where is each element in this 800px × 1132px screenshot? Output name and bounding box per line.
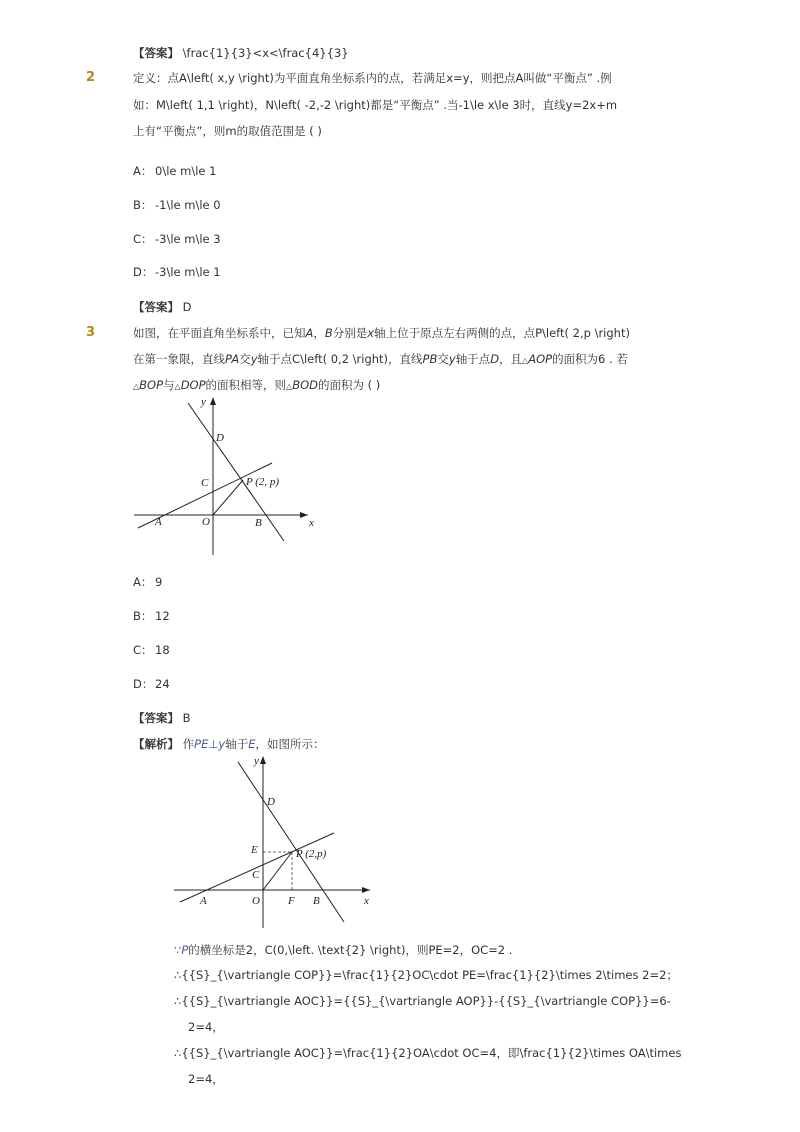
- text: P: [181, 943, 189, 957]
- label-d: D: [216, 432, 224, 444]
- text: 分别是: [332, 326, 368, 340]
- q2-option-b[interactable]: [133, 197, 221, 213]
- solution-line-1: [174, 942, 512, 958]
- text: PB: [422, 352, 438, 366]
- label-a: A: [155, 516, 162, 528]
- segment-op: [213, 480, 243, 515]
- label-y: y: [254, 755, 259, 767]
- x-arrow-icon: [362, 887, 370, 893]
- text: y: [448, 352, 456, 366]
- text: 的横坐标是2，C(0,\left. \text{2} \right)，则PE=2，OC=2 .: [188, 943, 513, 957]
- text: 与: [163, 378, 175, 392]
- text: 的面积为 ( ): [318, 378, 381, 392]
- text: ，: [313, 326, 325, 340]
- option-key: B：: [133, 609, 153, 623]
- option-text: -1\le m\le 0: [155, 198, 221, 212]
- question-number: 2: [86, 70, 96, 85]
- q2-answer: [133, 299, 192, 315]
- answer-tag: 【答案】: [133, 300, 179, 314]
- answer-tag: 【答案】: [133, 46, 179, 60]
- option-key: D：: [133, 677, 154, 691]
- solution-line-4b: 2=4，: [188, 1072, 224, 1086]
- solution-line-4a: ∴{{S}_{\vartriangle AOC}}=\frac{1}{2}OA\cdot OC=4，即\frac{1}{2}\times OA\times: [174, 1046, 682, 1060]
- label-c: C: [201, 477, 209, 489]
- q2-option-a[interactable]: [133, 163, 216, 179]
- answer-tag: 【答案】: [133, 711, 179, 725]
- option-text: -3\le m\le 3: [155, 232, 221, 246]
- option-key: A：: [133, 164, 153, 178]
- solution-line-3b: 2=4，: [188, 1020, 224, 1034]
- option-text: -3\le m\le 1: [155, 265, 221, 279]
- q3-option-a[interactable]: [133, 574, 162, 590]
- text: BOP: [139, 378, 164, 392]
- because-symbol: ∵: [174, 943, 182, 957]
- text: y: [218, 737, 226, 751]
- answer-text: B: [182, 711, 191, 725]
- text: 轴于点C\left( 0,2 \right)，直线: [257, 352, 423, 366]
- q3-option-b[interactable]: [133, 608, 170, 624]
- text: 的面积为6 . 若: [552, 352, 628, 366]
- label-o: O: [252, 895, 260, 907]
- text: 轴于: [225, 737, 249, 751]
- text: AOP: [528, 352, 553, 366]
- label-x: x: [309, 517, 314, 529]
- q3-analysis: [133, 736, 324, 752]
- text: 作: [182, 737, 195, 751]
- q1-answer: [133, 45, 349, 61]
- y-arrow-icon: [260, 756, 266, 764]
- text: 的面积相等，则: [205, 378, 287, 392]
- option-text: 9: [155, 575, 163, 589]
- q3-option-c[interactable]: [133, 642, 170, 658]
- text: DOP: [180, 378, 206, 392]
- analysis-tag: 【解析】: [133, 737, 179, 751]
- label-y: y: [201, 396, 206, 408]
- q3-answer: [133, 710, 191, 726]
- text: BOD: [292, 378, 318, 392]
- y-arrow-icon: [210, 397, 216, 405]
- label-e: E: [251, 844, 258, 856]
- option-text: 24: [155, 677, 170, 691]
- q2-stem-line3: 上有“平衡点”，则m的取值范围是 ( ): [133, 124, 322, 138]
- text: E: [248, 737, 256, 751]
- label-b: B: [255, 517, 262, 529]
- option-key: A：: [133, 575, 153, 589]
- text: 如图，在平面直角坐标系中，已知: [133, 326, 306, 340]
- triangle-symbol: △: [174, 382, 181, 391]
- option-key: D：: [133, 265, 154, 279]
- option-text: 18: [155, 643, 170, 657]
- label-d: D: [267, 796, 275, 808]
- segment-op: [263, 852, 292, 890]
- text: PE: [194, 737, 209, 751]
- geometry-figure-2: [170, 752, 380, 932]
- text: ⊥: [208, 737, 219, 751]
- q2-stem-line2: 如：M\left( 1,1 \right)，N\left( -2,-2 \right)都是“平衡点” .当-1\le x\le 3时，直线y=2x+m: [133, 98, 618, 112]
- q3-option-d[interactable]: [133, 676, 170, 692]
- text: 轴于点: [455, 352, 491, 366]
- triangle-symbol: △: [133, 382, 140, 391]
- question-number: 3: [86, 325, 96, 340]
- label-c: C: [252, 869, 260, 881]
- answer-text: \frac{1}{3}<x<\frac{4}{3}: [182, 46, 349, 60]
- q2-option-d[interactable]: [133, 264, 221, 280]
- text: 在第一象限，直线: [133, 352, 225, 366]
- text: 交: [437, 352, 449, 366]
- q2-stem-line1: 定义：点A\left( x,y \right)为平面直角坐标系内的点，若满足x=y，则把点A叫做“平衡点” .例: [133, 71, 612, 85]
- text: D: [490, 352, 500, 366]
- x-arrow-icon: [300, 512, 308, 518]
- option-key: B：: [133, 198, 153, 212]
- q3-stem-line2: [133, 351, 628, 369]
- label-f: F: [288, 895, 295, 907]
- geometry-figure-1: [128, 393, 328, 558]
- option-key: C：: [133, 232, 153, 246]
- label-x: x: [364, 895, 369, 907]
- solution-line-3a: ∴{{S}_{\vartriangle AOC}}={{S}_{\vartriangle AOP}}-{{S}_{\vartriangle COP}}=6-: [174, 994, 671, 1008]
- q2-option-c[interactable]: [133, 231, 221, 247]
- option-text: 0\le m\le 1: [155, 164, 217, 178]
- text: x: [367, 326, 375, 340]
- option-text: 12: [155, 609, 170, 623]
- triangle-symbol: △: [522, 356, 529, 365]
- text: ，且: [499, 352, 523, 366]
- triangle-symbol: △: [286, 382, 293, 391]
- text: ，如图所示：: [255, 737, 325, 751]
- text: 交: [239, 352, 251, 366]
- label-o: O: [202, 516, 210, 528]
- text: y: [250, 352, 258, 366]
- q3-stem-line1: [133, 325, 630, 341]
- solution-line-2: ∴{{S}_{\vartriangle COP}}=\frac{1}{2}OC\cdot PE=\frac{1}{2}\times 2\times 2=2；: [174, 968, 678, 982]
- option-key: C：: [133, 643, 153, 657]
- label-p: P (2, p): [246, 476, 280, 488]
- text: 轴上位于原点左右两侧的点，点P\left( 2,p \right): [374, 326, 630, 340]
- text: PA: [225, 352, 240, 366]
- label-a: A: [200, 895, 207, 907]
- text: B: [324, 326, 333, 340]
- answer-text: D: [182, 300, 192, 314]
- label-p: P (2,p): [296, 848, 327, 860]
- text: A: [305, 326, 314, 340]
- label-b: B: [313, 895, 320, 907]
